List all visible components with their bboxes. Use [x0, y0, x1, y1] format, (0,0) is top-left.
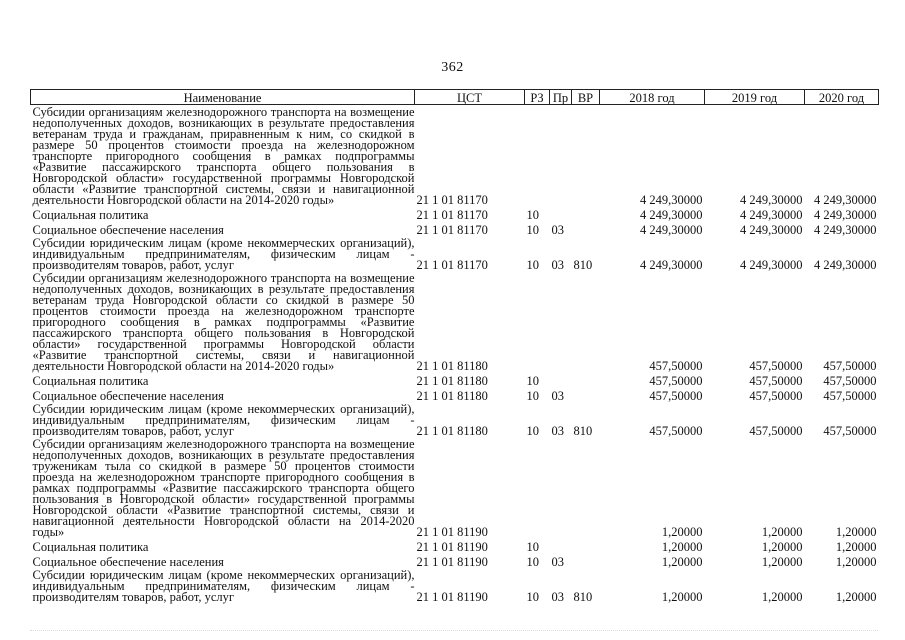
row-2018-cell: 1,20000 — [661, 525, 703, 539]
row-vr-cell: 810 — [573, 590, 593, 604]
header-cst: ЦСТ — [415, 90, 525, 105]
header-2019: 2019 год — [705, 90, 805, 105]
row-2018-cell: 457,50000 — [649, 374, 703, 388]
row-vr-cell — [572, 387, 600, 402]
row-vr-cell — [572, 437, 600, 538]
row-2018-cell: 457,50000 — [649, 424, 703, 438]
row-2020-cell: 1,20000 — [835, 540, 877, 554]
table-row — [31, 372, 879, 387]
row-rz-cell: 10 — [526, 223, 539, 237]
row-name-cell: Субсидии юридическим лицам (кроме некоммерческих организаций), индивидуальным предпринимателям, физическим лицам - производителям товаров, работ, услуг — [32, 402, 415, 438]
row-2018-cell: 4 249,30000 — [640, 223, 703, 237]
row-2020-cell: 4 249,30000 — [814, 193, 877, 207]
row-name-cell: Субсидии организациям железнодорожного транспорта на возмещение недополученных доходов, возникающих в результате предоставления ветеранам труда и гражданам, приравненным к ним, со скидкой в размере 50 процентов стоимости проезда на железнодорожном транспорте пригородного сообщения в рамках подпрограммы «Развитие пассажирского транспорта общего пользования в Новгородской области» государственной программы Новгородской области «Развитие транспортной системы, связи и навигационной деятельности Новгородской области на 2014-2020 годы» — [32, 105, 415, 207]
row-vr-cell — [572, 553, 600, 568]
row-2018-cell: 457,50000 — [649, 359, 703, 373]
row-cst-cell: 21 1 01 81190 — [416, 590, 488, 604]
row-2019-cell: 4 249,30000 — [740, 193, 803, 207]
table-row — [31, 105, 879, 207]
row-cst-cell: 21 1 01 81170 — [416, 208, 488, 222]
table-row — [31, 206, 879, 221]
row-2020-cell: 457,50000 — [823, 424, 877, 438]
row-pr-cell: 03 — [551, 258, 564, 272]
row-2020-cell: 4 249,30000 — [814, 258, 877, 272]
table-row — [31, 236, 879, 271]
row-2018-cell: 457,50000 — [649, 389, 703, 403]
row-rz-cell: 10 — [526, 590, 539, 604]
header-pr: Пр — [550, 90, 572, 105]
header-rz: РЗ — [525, 90, 550, 105]
row-2019-cell: 457,50000 — [749, 374, 803, 388]
row-cst-cell: 21 1 01 81180 — [416, 424, 488, 438]
row-vr-cell — [572, 271, 600, 372]
row-pr-cell: 03 — [551, 223, 564, 237]
table-row — [31, 437, 879, 538]
row-cst-cell: 21 1 01 81190 — [416, 540, 488, 554]
row-2018-cell: 1,20000 — [661, 590, 703, 604]
row-name-cell: Субсидии организациям железнодорожного транспорта на возмещение недополученных доходов, возникающих в результате предоставления ветеранам труда Новгородской области со скидкой в размере 50 процентов стоимости проезда на железнодорожном транспорте пригородного сообщения в рамках подпрограммы «Развитие пассажирского транспорта общего пользования в Новгородской области» государственной программы Новгородской области «Развитие транспортной системы, связи и навигационной деятельности Новгородской области на 2014-2020 годы» — [32, 271, 415, 373]
row-name-cell: Социальная политика — [32, 374, 149, 388]
row-pr-cell: 03 — [551, 424, 564, 438]
table-row — [31, 271, 879, 372]
row-rz-cell: 10 — [526, 424, 539, 438]
row-2018-cell: 4 249,30000 — [640, 258, 703, 272]
page-bottom-edge — [30, 630, 878, 635]
row-name-cell: Социальное обеспечение населения — [32, 223, 224, 237]
row-2020-cell: 1,20000 — [835, 525, 877, 539]
row-2019-cell: 457,50000 — [749, 389, 803, 403]
table-row — [31, 538, 879, 553]
row-cst-cell: 21 1 01 81180 — [416, 389, 488, 403]
row-rz-cell: 10 — [526, 555, 539, 569]
row-vr-cell — [572, 538, 600, 553]
row-pr-cell: 03 — [551, 555, 564, 569]
row-pr-cell — [550, 538, 572, 553]
row-vr-cell: 810 — [573, 258, 593, 272]
row-pr-cell — [550, 206, 572, 221]
row-vr-cell — [572, 206, 600, 221]
page-number: 362 — [441, 60, 464, 75]
row-2020-cell: 4 249,30000 — [814, 208, 877, 222]
table-header — [31, 90, 879, 105]
row-pr-cell — [550, 271, 572, 372]
row-vr-cell: 810 — [573, 424, 593, 438]
table-row — [31, 402, 879, 437]
row-2019-cell: 1,20000 — [761, 525, 803, 539]
row-2020-cell: 457,50000 — [823, 389, 877, 403]
row-cst-cell: 21 1 01 81190 — [416, 555, 488, 569]
header-name: Наименование — [31, 90, 415, 105]
row-rz-cell — [525, 105, 550, 207]
row-cst-cell: 21 1 01 81170 — [416, 223, 488, 237]
row-2019-cell: 4 249,30000 — [740, 223, 803, 237]
row-2018-cell: 4 249,30000 — [640, 193, 703, 207]
row-pr-cell — [550, 372, 572, 387]
row-2020-cell: 1,20000 — [835, 590, 877, 604]
budget-table — [30, 89, 879, 603]
row-vr-cell — [572, 105, 600, 207]
header-2018: 2018 год — [600, 90, 705, 105]
row-2019-cell: 457,50000 — [749, 424, 803, 438]
table-body — [31, 105, 879, 604]
row-2018-cell: 1,20000 — [661, 555, 703, 569]
row-2020-cell: 1,20000 — [835, 555, 877, 569]
row-vr-cell — [572, 221, 600, 236]
row-name-cell: Субсидии организациям железнодорожного транспорта на возмещение недополученных доходов, возникающих в результате предоставления труженикам тыла со скидкой в размере 50 процентов стоимости проезда на железнодорожном транспорте пригородного сообщения в рамках подпрограммы «Развитие пассажирского транспорта общего пользования в Новгородской области» государственной программы Новгородской области «Развитие транспортной системы, связи и навигационной деятельности Новгородской области на 2014-2020 годы» — [32, 437, 415, 539]
row-name-cell: Субсидии юридическим лицам (кроме некоммерческих организаций), индивидуальным предпринимателям, физическим лицам - производителям товаров, работ, услуг — [32, 236, 415, 272]
row-rz-cell — [525, 437, 550, 538]
row-2019-cell: 4 249,30000 — [740, 258, 803, 272]
row-2019-cell: 1,20000 — [761, 540, 803, 554]
row-2018-cell: 1,20000 — [661, 540, 703, 554]
header-2020: 2020 год — [805, 90, 879, 105]
row-name-cell: Субсидии юридическим лицам (кроме некоммерческих организаций), индивидуальным предпринимателям, физическим лицам - производителям товаров, работ, услуг — [32, 568, 415, 604]
row-pr-cell: 03 — [551, 590, 564, 604]
row-2019-cell: 1,20000 — [761, 590, 803, 604]
row-2020-cell: 4 249,30000 — [814, 223, 877, 237]
row-rz-cell: 10 — [526, 389, 539, 403]
row-2019-cell: 457,50000 — [749, 359, 803, 373]
row-rz-cell: 10 — [526, 258, 539, 272]
row-rz-cell: 10 — [526, 540, 539, 554]
row-2019-cell: 1,20000 — [761, 555, 803, 569]
row-pr-cell: 03 — [551, 389, 564, 403]
row-vr-cell — [572, 372, 600, 387]
table-row — [31, 387, 879, 402]
table-row — [31, 221, 879, 236]
row-cst-cell: 21 1 01 81170 — [416, 258, 488, 272]
header-vr: ВР — [572, 90, 600, 105]
row-2020-cell: 457,50000 — [823, 374, 877, 388]
row-name-cell: Социальная политика — [32, 208, 149, 222]
row-cst-cell: 21 1 01 81170 — [416, 193, 488, 207]
row-name-cell: Социальное обеспечение населения — [32, 389, 224, 403]
row-rz-cell — [525, 271, 550, 372]
row-2018-cell: 4 249,30000 — [640, 208, 703, 222]
row-cst-cell: 21 1 01 81180 — [416, 359, 488, 373]
row-rz-cell: 10 — [526, 208, 539, 222]
row-name-cell: Социальная политика — [32, 540, 149, 554]
row-2019-cell: 4 249,30000 — [740, 208, 803, 222]
row-name-cell: Социальное обеспечение населения — [32, 555, 224, 569]
table-row — [31, 553, 879, 568]
row-cst-cell: 21 1 01 81180 — [416, 374, 488, 388]
row-pr-cell — [550, 105, 572, 207]
row-rz-cell: 10 — [526, 374, 539, 388]
row-2020-cell: 457,50000 — [823, 359, 877, 373]
table-row — [31, 568, 879, 603]
row-pr-cell — [550, 437, 572, 538]
row-cst-cell: 21 1 01 81190 — [416, 525, 488, 539]
